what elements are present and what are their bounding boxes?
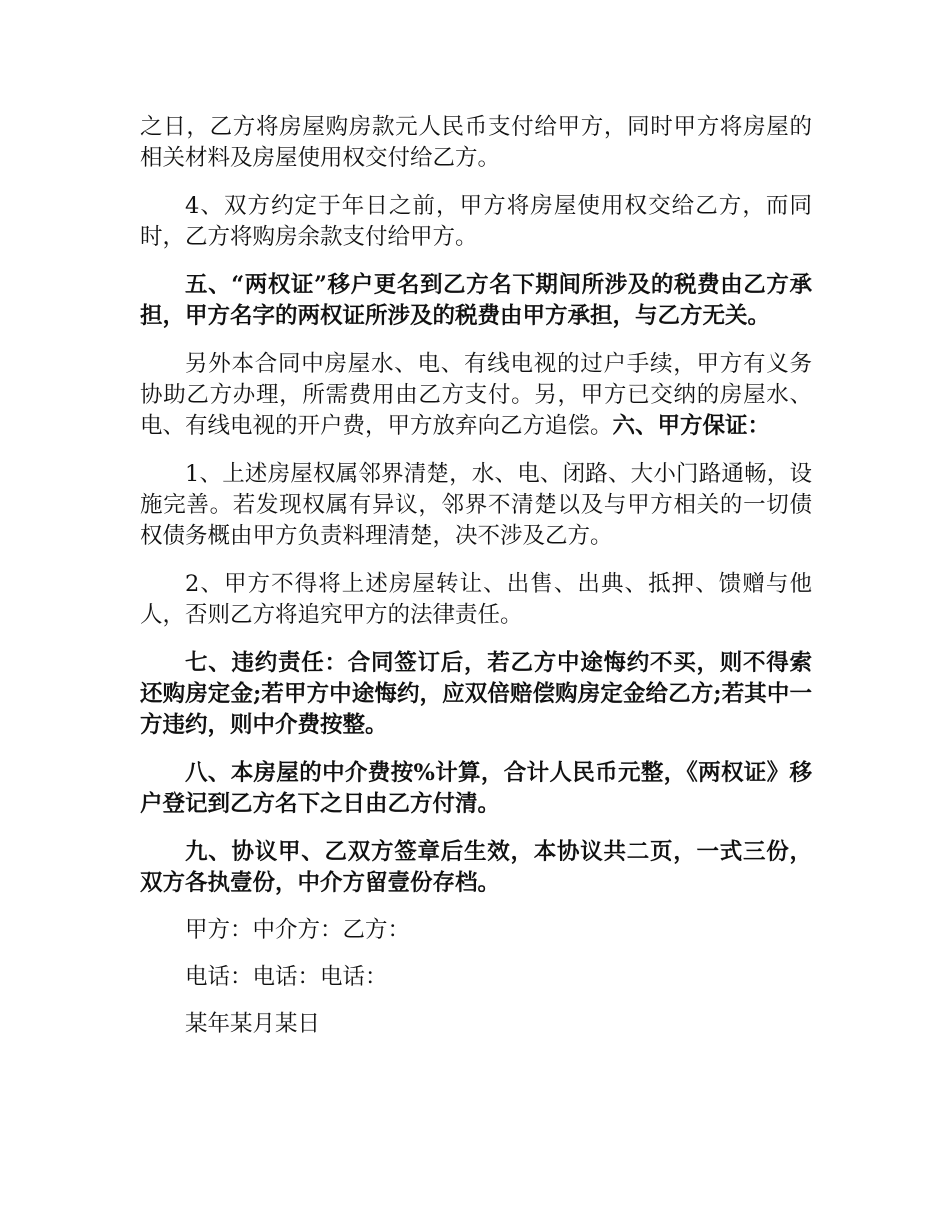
paragraph-clause-nine: 九、协议甲、乙双方签章后生效，本协议共二页，一式三份，双方各执壹份，中介方留壹份存档。 xyxy=(140,839,812,896)
paragraph-utilities xyxy=(140,349,812,442)
document-page xyxy=(140,112,812,1040)
paragraph-guarantee-1: 1、上述房屋权属邻界清楚，水、电、闭路、大小门路通畅，设施完善。若发现权属有异议，邻界不清楚以及与甲方相关的一切债权债务概由甲方负责料理清楚，决不涉及乙方。 xyxy=(140,461,812,549)
utilities-text: 另外本合同中房屋水、电、有线电视的过户手续，甲方有义务协助乙方办理，所需费用由乙方支付。另，甲方已交纳的房屋水、电、有线电视的开户费，甲方放弃向乙方追偿。 xyxy=(140,351,812,439)
paragraph-guarantee-2: 2、甲方不得将上述房屋转让、出售、出典、抵押、馈赠与他人，否则乙方将追究甲方的法律责任。 xyxy=(140,571,812,628)
paragraph-clause-eight: 八、本房屋的中介费按%计算，合计人民币元整，《两权证》移户登记到乙方名下之日由乙方付清。 xyxy=(140,760,812,817)
signature-phones: 电话：电话：电话： xyxy=(185,964,388,990)
clause-six-heading: 六、甲方保证： xyxy=(612,413,771,439)
signature-date: 某年某月某日 xyxy=(185,1011,321,1037)
paragraph-clause-4: 4、双方约定于年日之前，甲方将房屋使用权交给乙方，而同时，乙方将购房余款支付给甲方。 xyxy=(140,193,812,250)
signature-parties: 甲方：中介方：乙方： xyxy=(185,917,411,943)
paragraph-payment-continuation: 之日，乙方将房屋购房款元人民币支付给甲方，同时甲方将房屋的相关材料及房屋使用权交付给乙方。 xyxy=(140,114,812,171)
paragraph-clause-five: 五、“两权证”移户更名到乙方名下期间所涉及的税费由乙方承担，甲方名字的两权证所涉及的税费由甲方承担，与乙方无关。 xyxy=(140,272,812,329)
paragraph-clause-seven: 七、违约责任：合同签订后，若乙方中途悔约不买，则不得索还购房定金;若甲方中途悔约，应双倍赔偿购房定金给乙方;若其中一方违约，则中介费按整。 xyxy=(140,650,812,738)
